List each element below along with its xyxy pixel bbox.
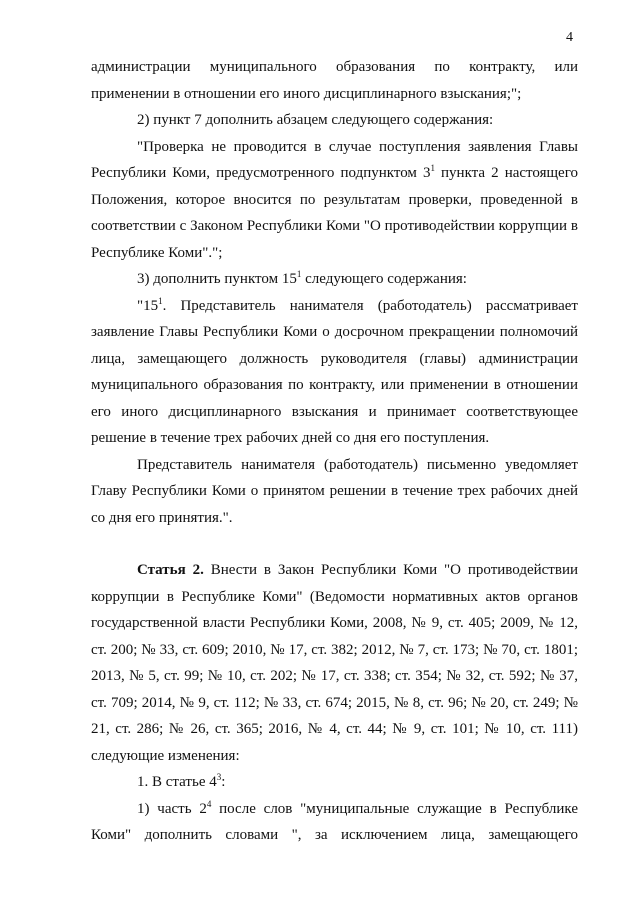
paragraph-text: 1) часть 2 (137, 800, 207, 817)
paragraph-text: после слов "муниципальные служащие в Республике Коми" дополнить словами ", за исключением лица, замещающего (91, 800, 578, 843)
paragraph-quote-check (91, 134, 578, 267)
document-body (91, 54, 578, 849)
paragraph-item-3 (91, 266, 578, 293)
paragraph-text: следующего содержания: (301, 271, 467, 287)
paragraph-text: : (221, 774, 226, 790)
paragraph-notification (91, 452, 578, 532)
superscript: 3 (216, 772, 222, 782)
paragraph-item-1-article-4-3 (91, 769, 578, 796)
paragraph-continuation (91, 54, 578, 107)
paragraph-point-15-1 (91, 293, 578, 452)
paragraph-text: "Проверка не проводится в случае поступления заявления Главы Республики Коми, предусмотренного подпунктом 3 (91, 138, 578, 181)
paragraph-text: . Представитель нанимателя (работодатель) рассматривает заявление Главы Республики Коми о досрочном прекращении полномочий лица, замещающего должность руководителя (главы) администрации муниципального образования по контракту, или применении в отношении его иного дисциплинарного взыскания и принимает соответствующее решение в течение трех рабочих дней со дня его поступления. (91, 297, 578, 446)
paragraph-article-2 (91, 557, 578, 769)
superscript: 1 (430, 163, 435, 173)
superscript: 1 (296, 269, 302, 279)
paragraph-text: Представитель нанимателя (работодатель) письменно уведомляет Главу Республики Коми о принятом решении в течение трех рабочих дней со дня его принятия.". (91, 456, 578, 526)
paragraph-text: "15 (137, 297, 159, 314)
article-heading: Статья 2. (137, 562, 204, 578)
paragraph-text: администрации муниципального образования по контракту, или применении в отношении его иного дисциплинарного взыскания;"; (91, 59, 578, 102)
paragraph-text: пункта 2 настоящего Положения, которое вносится по результатам проверки, проведенной в соответствии с Законом Республики Коми "О противодействии коррупции в Республике Коми"."; (91, 165, 578, 261)
superscript: 1 (158, 295, 163, 306)
paragraph-item-2 (91, 107, 578, 134)
paragraph-text: 3) дополнить пунктом 15 (137, 271, 297, 287)
paragraph-text: 1. В статье 4 (137, 774, 217, 790)
paragraph-part-2-4 (91, 796, 578, 849)
page-number: 4 (566, 30, 573, 45)
paragraph-text: 2) пункт 7 дополнить абзацем следующего содержания: (137, 112, 494, 128)
paragraph-text: Внести в Закон Республики Коми "О противодействии коррупции в Республике Коми" (Ведомости нормативных актов органов государственной власти Республики Коми, 2008, № 9, ст. 405; 2009, № 12, ст. 200; № 33, ст. 609; 2010, № 17, ст. 382; 2012, № 7, ст. 173; № 70, ст. 1801; 2013, № 5, ст. 99; № 10, ст. 202; № 17, ст. 338; ст. 354; № 32, ст. 592; № 37, ст. 709; 2014, № 9, ст. 112; № 33, ст. 674; 2015, № 8, ст. 96; № 20, ст. 249; № 21, ст. 286; № 26, ст. 365; 2016, № 4, ст. 44; № 9, ст. 101; № 10, ст. 111) следующие изменения: (91, 562, 579, 764)
spacer (91, 531, 578, 557)
superscript: 4 (206, 798, 212, 809)
